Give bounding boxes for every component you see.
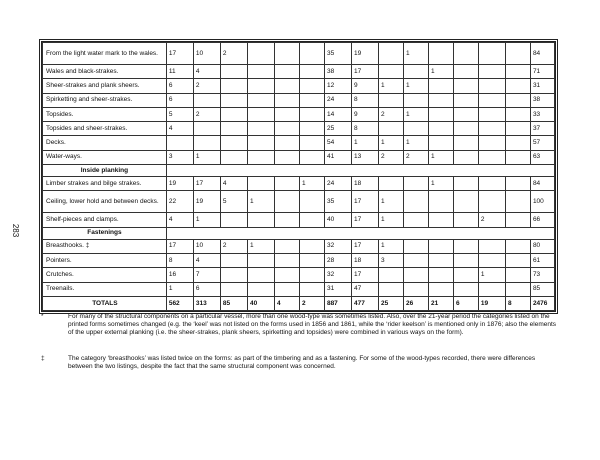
- table-cell: [299, 79, 324, 93]
- row-total-cell: 31: [530, 79, 554, 93]
- table-cell: 2: [220, 239, 247, 253]
- table-cell: [220, 122, 247, 136]
- table-cell: 21: [428, 296, 453, 310]
- table-cell: [247, 150, 274, 164]
- row-label: From the light water mark to the wales.: [43, 43, 167, 65]
- table-cell: 4: [166, 213, 193, 227]
- table-cell: [275, 65, 300, 79]
- table-cell: [247, 268, 274, 282]
- table-row: [43, 268, 555, 282]
- row-label: Breasthooks. ‡: [43, 239, 167, 253]
- table-cell: [404, 282, 429, 296]
- table-cell: [379, 282, 404, 296]
- table-row: [43, 150, 555, 164]
- table-row: [43, 122, 555, 136]
- table-cell: 2: [379, 107, 404, 121]
- row-total-cell: 66: [530, 213, 554, 227]
- table-cell: 17: [166, 239, 193, 253]
- table-cell: [379, 268, 404, 282]
- table-cell: [478, 253, 505, 267]
- table-cell: 32: [324, 268, 351, 282]
- table-cell: [220, 213, 247, 227]
- row-total-cell: 38: [530, 93, 554, 107]
- table-cell: 41: [324, 150, 351, 164]
- row-label: Limber strakes and bilge strakes.: [43, 177, 167, 191]
- table-cell: 9: [352, 107, 379, 121]
- table-cell: [453, 191, 478, 213]
- table-cell: [478, 122, 505, 136]
- table-cell: [505, 150, 530, 164]
- table-cell: [299, 282, 324, 296]
- footnote-asterisk: [41, 313, 561, 338]
- table-cell: [505, 79, 530, 93]
- row-label: Water-ways.: [43, 150, 167, 164]
- footnote-text: For many of the structural components on a particular vessel, more than one wood-type was sometimes listed. Also, over the 21-year period the categories listed on the printed forms sometimes changed (e.g. the ‘keel’ was not listed on the forms used in 1856 and 1861, while the ‘rider keelson’ is mentioned only in 1876; also the elements of the upper external planking (i.e. the sheer-strakes, plank sheers, spirketting and topsides) were combined in various ways on the form).: [68, 313, 557, 337]
- table-cell: 85: [220, 296, 247, 310]
- table-cell: 6: [166, 79, 193, 93]
- table-cell: [275, 93, 300, 107]
- table-cell: 47: [352, 282, 379, 296]
- table-cell: 1: [404, 43, 429, 65]
- table-cell: [428, 282, 453, 296]
- table-cell: [299, 93, 324, 107]
- footnote-double-dagger: [41, 355, 561, 371]
- table-row: [43, 43, 555, 65]
- table-cell: [453, 93, 478, 107]
- table-cell: 35: [324, 43, 351, 65]
- table-row: [43, 93, 555, 107]
- table-cell: 17: [352, 191, 379, 213]
- footnote-text: The category ‘breasthooks’ was listed twice on the forms: as part of the timbering and as a fastening. For some of the wood-types recorded, there were differences between the two listings, despite the fact that the same structural component was concerned.: [68, 355, 536, 371]
- table-cell: [299, 239, 324, 253]
- row-label: Shelf-pieces and clamps.: [43, 213, 167, 227]
- row-label: Topsides.: [43, 107, 167, 121]
- table-cell: [220, 282, 247, 296]
- table-cell: 8: [352, 122, 379, 136]
- table-cell: [247, 43, 274, 65]
- table-cell: [404, 93, 429, 107]
- row-label: Topsides and sheer-strakes.: [43, 122, 167, 136]
- table-cell: 1: [379, 239, 404, 253]
- table-cell: 313: [193, 296, 220, 310]
- table-cell: [275, 282, 300, 296]
- table-cell: [453, 122, 478, 136]
- table-cell: 10: [193, 43, 220, 65]
- table-cell: [453, 282, 478, 296]
- table-cell: [275, 191, 300, 213]
- row-total-cell: 84: [530, 43, 554, 65]
- table-cell: 8: [505, 296, 530, 310]
- row-total-cell: 61: [530, 253, 554, 267]
- row-label: Treenails.: [43, 282, 167, 296]
- table-cell: [275, 213, 300, 227]
- table-cell: 24: [324, 93, 351, 107]
- table-cell: [478, 43, 505, 65]
- table-cell: 477: [352, 296, 379, 310]
- table-cell: [505, 191, 530, 213]
- table-cell: 1: [428, 150, 453, 164]
- table-cell: [428, 268, 453, 282]
- table-cell: 1: [193, 150, 220, 164]
- row-total-cell: 57: [530, 136, 554, 150]
- table-cell: [453, 65, 478, 79]
- table-cell: [299, 191, 324, 213]
- table-cell: [478, 191, 505, 213]
- table-cell: 22: [166, 191, 193, 213]
- table-cell: [428, 107, 453, 121]
- table-row: [43, 239, 555, 253]
- table-cell: 31: [324, 282, 351, 296]
- table-cell: [247, 282, 274, 296]
- table-cell: 5: [166, 107, 193, 121]
- table-cell: [166, 136, 193, 150]
- table-cell: 11: [166, 65, 193, 79]
- table-cell: [505, 253, 530, 267]
- table-cell: 40: [324, 213, 351, 227]
- table-cell: 16: [166, 268, 193, 282]
- table-cell: [220, 268, 247, 282]
- table-cell: 1: [404, 107, 429, 121]
- table-row: [43, 65, 555, 79]
- table-cell: 1: [247, 239, 274, 253]
- table-cell: [404, 239, 429, 253]
- table-grid: [42, 42, 555, 311]
- totals-row: [43, 296, 555, 310]
- table-cell: [247, 177, 274, 191]
- table-cell: 25: [324, 122, 351, 136]
- table-cell: [379, 43, 404, 65]
- table-cell: [275, 43, 300, 65]
- table-cell: 6: [453, 296, 478, 310]
- wood-type-table: [39, 39, 558, 314]
- row-label: Crutches.: [43, 268, 167, 282]
- table-cell: 25: [379, 296, 404, 310]
- table-cell: [275, 253, 300, 267]
- table-cell: [247, 65, 274, 79]
- table-cell: [220, 79, 247, 93]
- table-cell: 1: [379, 191, 404, 213]
- table-cell: [220, 136, 247, 150]
- footnote-mark: ‡: [41, 355, 45, 362]
- table-cell: [478, 282, 505, 296]
- table-cell: 4: [166, 122, 193, 136]
- table-cell: 887: [324, 296, 351, 310]
- table-cell: 1: [404, 136, 429, 150]
- table-cell: [453, 79, 478, 93]
- table-cell: [404, 253, 429, 267]
- table-cell: 8: [166, 253, 193, 267]
- table-cell: 4: [275, 296, 300, 310]
- table-cell: [275, 177, 300, 191]
- table-cell: [247, 136, 274, 150]
- table-cell: [478, 136, 505, 150]
- table-row: [43, 191, 555, 213]
- table-cell: [247, 213, 274, 227]
- table-cell: [428, 136, 453, 150]
- table-row: [43, 282, 555, 296]
- row-label: Ceiling, lower hold and between decks.: [43, 191, 167, 213]
- table-cell: 2: [193, 107, 220, 121]
- table-cell: [404, 122, 429, 136]
- section-label: Fastenings: [43, 227, 167, 239]
- table-cell: 17: [352, 65, 379, 79]
- table-cell: [247, 93, 274, 107]
- table-cell: 4: [193, 65, 220, 79]
- row-label: Spirketting and sheer-strakes.: [43, 93, 167, 107]
- table-cell: [505, 65, 530, 79]
- row-total-cell: 80: [530, 239, 554, 253]
- page-number: 283: [11, 223, 21, 238]
- table-cell: [478, 177, 505, 191]
- table-cell: [220, 93, 247, 107]
- table-cell: [193, 93, 220, 107]
- table-cell: 1: [428, 65, 453, 79]
- table-cell: [478, 150, 505, 164]
- table-cell: 24: [324, 177, 351, 191]
- table-cell: [193, 122, 220, 136]
- table-cell: [299, 213, 324, 227]
- table-cell: 40: [247, 296, 274, 310]
- table-cell: [505, 136, 530, 150]
- table-cell: 54: [324, 136, 351, 150]
- table-cell: 10: [193, 239, 220, 253]
- table-cell: [275, 239, 300, 253]
- row-total-cell: 71: [530, 65, 554, 79]
- table-cell: 17: [352, 239, 379, 253]
- table-cell: [247, 107, 274, 121]
- table-row: [43, 253, 555, 267]
- table-cell: [220, 150, 247, 164]
- table-cell: 17: [166, 43, 193, 65]
- totals-label: TOTALS: [43, 296, 167, 310]
- table-cell: [299, 136, 324, 150]
- table-cell: 2: [478, 213, 505, 227]
- table-cell: 3: [166, 150, 193, 164]
- table-cell: [478, 93, 505, 107]
- table-cell: [453, 136, 478, 150]
- table-row: [43, 177, 555, 191]
- table-cell: [404, 65, 429, 79]
- table-cell: 28: [324, 253, 351, 267]
- table-cell: 13: [352, 150, 379, 164]
- table-cell: 17: [352, 213, 379, 227]
- table-cell: 2: [379, 150, 404, 164]
- table-cell: 1: [352, 136, 379, 150]
- table-cell: 4: [220, 177, 247, 191]
- table-cell: [275, 268, 300, 282]
- table-cell: [478, 107, 505, 121]
- table-cell: [428, 79, 453, 93]
- row-total-cell: 63: [530, 150, 554, 164]
- table-cell: [505, 268, 530, 282]
- table-cell: [247, 253, 274, 267]
- table-cell: [505, 43, 530, 65]
- table-cell: [193, 136, 220, 150]
- table-cell: [299, 65, 324, 79]
- table-cell: [505, 282, 530, 296]
- table-row: [43, 136, 555, 150]
- table-cell: 19: [352, 43, 379, 65]
- table-cell: [453, 239, 478, 253]
- section-row: [43, 165, 555, 177]
- table-cell: [428, 93, 453, 107]
- table-cell: [453, 43, 478, 65]
- table-cell: [299, 43, 324, 65]
- table-cell: 1: [193, 213, 220, 227]
- table-cell: 5: [220, 191, 247, 213]
- table-cell: [220, 253, 247, 267]
- table-cell: 1: [478, 268, 505, 282]
- table-cell: 18: [352, 253, 379, 267]
- table-cell: 8: [352, 93, 379, 107]
- table-cell: 7: [193, 268, 220, 282]
- table-cell: [404, 213, 429, 227]
- table-cell: 2: [299, 296, 324, 310]
- table-cell: [505, 177, 530, 191]
- table-cell: [428, 122, 453, 136]
- table-cell: 35: [324, 191, 351, 213]
- row-total-cell: 37: [530, 122, 554, 136]
- table-cell: [220, 65, 247, 79]
- table-cell: 9: [352, 79, 379, 93]
- table-cell: [505, 213, 530, 227]
- table-cell: [404, 268, 429, 282]
- table-cell: [275, 107, 300, 121]
- table-cell: [299, 268, 324, 282]
- table-cell: 12: [324, 79, 351, 93]
- table-cell: [505, 122, 530, 136]
- row-label: Sheer-strakes and plank sheers.: [43, 79, 167, 93]
- table-cell: [404, 177, 429, 191]
- section-filler: [166, 165, 554, 177]
- table-cell: [428, 253, 453, 267]
- table-cell: [379, 177, 404, 191]
- table-cell: [505, 239, 530, 253]
- table-cell: 1: [379, 79, 404, 93]
- table-cell: [428, 239, 453, 253]
- table-row: [43, 107, 555, 121]
- table-cell: [478, 65, 505, 79]
- table-cell: 2: [220, 43, 247, 65]
- table-cell: [275, 122, 300, 136]
- table-cell: 38: [324, 65, 351, 79]
- row-label: Pointers.: [43, 253, 167, 267]
- row-total-cell: 85: [530, 282, 554, 296]
- row-total-cell: 73: [530, 268, 554, 282]
- table-cell: [275, 150, 300, 164]
- table-cell: [453, 253, 478, 267]
- table-cell: 6: [166, 93, 193, 107]
- table-cell: [478, 79, 505, 93]
- table-cell: [453, 150, 478, 164]
- table-cell: 3: [379, 253, 404, 267]
- table-cell: [247, 122, 274, 136]
- table-cell: [299, 107, 324, 121]
- table-cell: 1: [247, 191, 274, 213]
- table-cell: [453, 177, 478, 191]
- table-cell: 2: [404, 150, 429, 164]
- table-cell: 2: [193, 79, 220, 93]
- table-cell: 19: [478, 296, 505, 310]
- table-cell: [428, 43, 453, 65]
- table-cell: [453, 107, 478, 121]
- table-cell: [275, 136, 300, 150]
- table-cell: [379, 93, 404, 107]
- section-row: [43, 227, 555, 239]
- table-cell: 4: [193, 253, 220, 267]
- table-cell: 32: [324, 239, 351, 253]
- table-cell: 6: [193, 282, 220, 296]
- table-cell: 18: [352, 177, 379, 191]
- table-cell: 1: [379, 136, 404, 150]
- row-label: Decks.: [43, 136, 167, 150]
- row-label: Wales and black-strakes.: [43, 65, 167, 79]
- table-cell: [247, 79, 274, 93]
- table-cell: 19: [193, 191, 220, 213]
- table-cell: 19: [166, 177, 193, 191]
- table-cell: [453, 213, 478, 227]
- table-cell: [220, 107, 247, 121]
- section-filler: [166, 227, 554, 239]
- table-cell: 26: [404, 296, 429, 310]
- table-cell: 14: [324, 107, 351, 121]
- row-total-cell: 2476: [530, 296, 554, 310]
- table-cell: [404, 191, 429, 213]
- table-cell: 1: [379, 213, 404, 227]
- table-cell: 562: [166, 296, 193, 310]
- table-cell: [453, 268, 478, 282]
- table-cell: [505, 93, 530, 107]
- table-cell: 17: [193, 177, 220, 191]
- table-cell: [379, 122, 404, 136]
- table-cell: [299, 253, 324, 267]
- table-cell: [478, 239, 505, 253]
- table-cell: [299, 150, 324, 164]
- table-cell: [505, 107, 530, 121]
- row-total-cell: 84: [530, 177, 554, 191]
- table-row: [43, 79, 555, 93]
- table-cell: 1: [299, 177, 324, 191]
- row-total-cell: 100: [530, 191, 554, 213]
- table-cell: [275, 79, 300, 93]
- table-cell: [428, 191, 453, 213]
- section-label: Inside planking: [43, 165, 167, 177]
- table-cell: [379, 65, 404, 79]
- table-row: [43, 213, 555, 227]
- table-cell: 17: [352, 268, 379, 282]
- table-cell: 1: [166, 282, 193, 296]
- table-cell: [428, 213, 453, 227]
- row-total-cell: 33: [530, 107, 554, 121]
- table-cell: 1: [404, 79, 429, 93]
- table-cell: 1: [428, 177, 453, 191]
- footnote-mark: *: [41, 313, 44, 320]
- table-cell: [299, 122, 324, 136]
